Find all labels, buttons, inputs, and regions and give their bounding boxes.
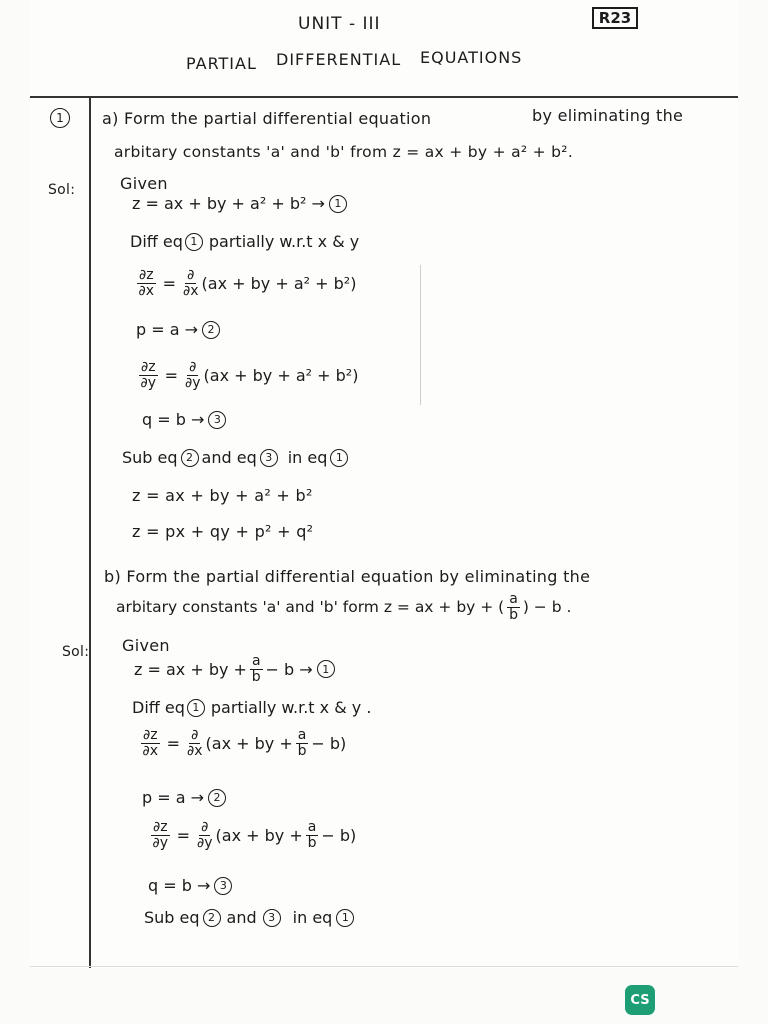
fraction-num: ∂ xyxy=(191,727,199,743)
fraction-den: ∂y xyxy=(152,834,169,851)
eq-tag: 1 xyxy=(336,909,354,927)
question-number: 1 xyxy=(50,108,70,128)
part-b-given: Given xyxy=(122,636,170,655)
fraction-num: ∂ xyxy=(201,819,209,835)
fraction-num: ∂z xyxy=(139,267,154,283)
eq-tag: 1 xyxy=(330,449,348,467)
part-a-result2: z = px + qy + p² + q² xyxy=(132,522,314,541)
part-a-dzdy: $\frac{\partial z}{\partial y}$ = $\frac{\partial}{\partial y}$ (ax + by + a² + b²) xyxy=(140,359,359,391)
part-b-dzdx: $\frac{\partial z}{\partial x}$ = $\frac{\partial}{\partial x}$ (ax + by + $\frac{a}{b}$ − b) xyxy=(142,727,347,759)
fraction-den: b xyxy=(297,742,307,759)
part-b-sub-and: and xyxy=(226,908,257,927)
fraction-num: a xyxy=(251,653,261,669)
part-b-dzdy: $\frac{\partial z}{\partial y}$ = $\frac{\partial}{\partial y}$ (ax + by + $\frac{a}{b}$ − b) xyxy=(152,819,357,851)
fraction-num: a xyxy=(307,819,317,835)
part-a-q xyxy=(142,410,226,429)
part-a-result1: z = ax + by + a² + b² xyxy=(132,486,313,505)
fraction xyxy=(197,820,213,850)
eq-tag: 3 xyxy=(263,909,281,927)
part-b-question-line1: b) Form the partial differential equation by eliminating the xyxy=(104,567,591,586)
part-b-q-text-b: ) − b . xyxy=(522,598,572,617)
fraction-num: ∂z xyxy=(153,819,168,835)
eq-tag: 3 xyxy=(214,877,232,895)
eq-tag: 2 xyxy=(181,449,199,467)
part-b-q-text-a: arbitary constants 'a' and 'b' form z = ax + by + ( xyxy=(116,598,505,617)
title-partial: PARTIAL xyxy=(186,54,257,73)
camscanner-logo: CS xyxy=(625,985,655,1015)
part-b-sub-text: Sub eq xyxy=(144,908,200,927)
part-a-sub-in: in eq xyxy=(287,448,328,467)
fraction-den: ∂x xyxy=(183,282,199,299)
part-a-question-line1b: by eliminating the xyxy=(532,106,684,125)
part-b-q-text: q = b → xyxy=(148,876,211,895)
fraction-den: ∂y xyxy=(185,374,201,391)
part-b-dzdx-rhs-a: (ax + by + xyxy=(205,733,293,753)
part-b-dzdx-rhs-b: − b) xyxy=(311,733,347,753)
part-a-sub-and: and eq xyxy=(201,448,257,467)
fraction xyxy=(507,592,520,622)
part-b-diff-text: Diff eq xyxy=(132,698,185,717)
part-b-eq1-b: − b → xyxy=(265,659,313,679)
fraction-den: b xyxy=(307,834,317,851)
part-a-dzdy-rhs: (ax + by + a² + b²) xyxy=(203,365,359,385)
part-b-diff-rest: partially w.r.t x & y . xyxy=(210,698,372,717)
part-a-question-line2: arbitary constants 'a' and 'b' from z = ax + by + a² + b². xyxy=(114,143,574,161)
title-differential: DIFFERENTIAL xyxy=(276,50,402,69)
fraction xyxy=(185,360,201,390)
part-b-eq1 xyxy=(134,654,335,684)
eq-tag: 1 xyxy=(185,233,203,251)
part-b-q xyxy=(148,876,232,895)
fraction xyxy=(183,268,199,298)
part-a-eq1-text: z = ax + by + a² + b² → xyxy=(132,194,325,213)
faint-line xyxy=(420,265,421,405)
regulation-badge: R23 xyxy=(592,7,638,29)
part-a-diff-rest: partially w.r.t x & y xyxy=(208,232,360,251)
eq-tag: 3 xyxy=(208,411,226,429)
eq-tag: 3 xyxy=(260,449,278,467)
eq-tag: 2 xyxy=(208,789,226,807)
eq-tag: 2 xyxy=(202,321,220,339)
part-a-sub xyxy=(122,448,348,467)
part-a-diff xyxy=(130,232,359,251)
part-b-diff xyxy=(132,698,371,717)
part-b-sub xyxy=(144,908,354,927)
fraction-num: a xyxy=(297,727,307,743)
fraction xyxy=(141,728,160,758)
part-a-p xyxy=(136,320,220,339)
part-b-dzdy-rhs-b: − b) xyxy=(321,825,357,845)
fraction xyxy=(296,728,309,758)
part-a-dzdx: $\frac{\partial z}{\partial x}$ = $\frac{\partial}{\partial x}$ (ax + by + a² + b²) xyxy=(138,267,357,299)
eq-tag: 1 xyxy=(317,660,335,678)
part-a-sub-text: Sub eq xyxy=(122,448,178,467)
fraction-den: b xyxy=(509,606,518,623)
part-b-p-text: p = a → xyxy=(142,788,205,807)
fraction-num: a xyxy=(509,591,518,607)
eq-tag: 2 xyxy=(203,909,221,927)
part-b-eq1-a: z = ax + by + xyxy=(134,659,247,679)
fraction-num: ∂z xyxy=(141,359,156,375)
fraction xyxy=(250,654,263,684)
fraction-num: ∂ xyxy=(187,267,195,283)
part-a-question-line1a: a) Form the partial differential equation xyxy=(102,109,432,128)
title-equations: EQUATIONS xyxy=(420,48,523,67)
fraction-den: ∂y xyxy=(140,374,157,391)
part-b-question-line2 xyxy=(116,592,571,622)
fraction xyxy=(187,728,203,758)
fraction-num: ∂z xyxy=(143,727,158,743)
page-edge xyxy=(30,966,738,967)
fraction-den: ∂x xyxy=(142,742,159,759)
fraction-den: ∂y xyxy=(197,834,213,851)
part-a-sol-label: Sol: xyxy=(48,182,76,198)
fraction-den: b xyxy=(251,668,261,685)
fraction xyxy=(137,268,156,298)
fraction xyxy=(139,360,158,390)
part-a-dzdx-rhs: (ax + by + a² + b²) xyxy=(201,273,357,293)
margin-line-vertical xyxy=(89,96,91,968)
eq-tag: 1 xyxy=(329,195,347,213)
part-a-given: Given xyxy=(120,174,168,193)
fraction-num: ∂ xyxy=(189,359,197,375)
part-b-dzdy-rhs-a: (ax + by + xyxy=(215,825,303,845)
part-b-sub-in: in eq xyxy=(292,908,333,927)
part-a-diff-text: Diff eq xyxy=(130,232,183,251)
part-a-q-text: q = b → xyxy=(142,410,205,429)
fraction-den: ∂x xyxy=(138,282,155,299)
part-b-p xyxy=(142,788,226,807)
eq-tag: 1 xyxy=(187,699,205,717)
part-b-sol-label: Sol: xyxy=(62,644,90,660)
fraction xyxy=(306,820,319,850)
unit-heading: UNIT - III xyxy=(298,14,381,34)
fraction-den: ∂x xyxy=(187,742,203,759)
part-a-eq1 xyxy=(132,194,347,213)
fraction xyxy=(151,820,170,850)
margin-line-horizontal xyxy=(30,96,738,98)
part-a-p-text: p = a → xyxy=(136,320,199,339)
